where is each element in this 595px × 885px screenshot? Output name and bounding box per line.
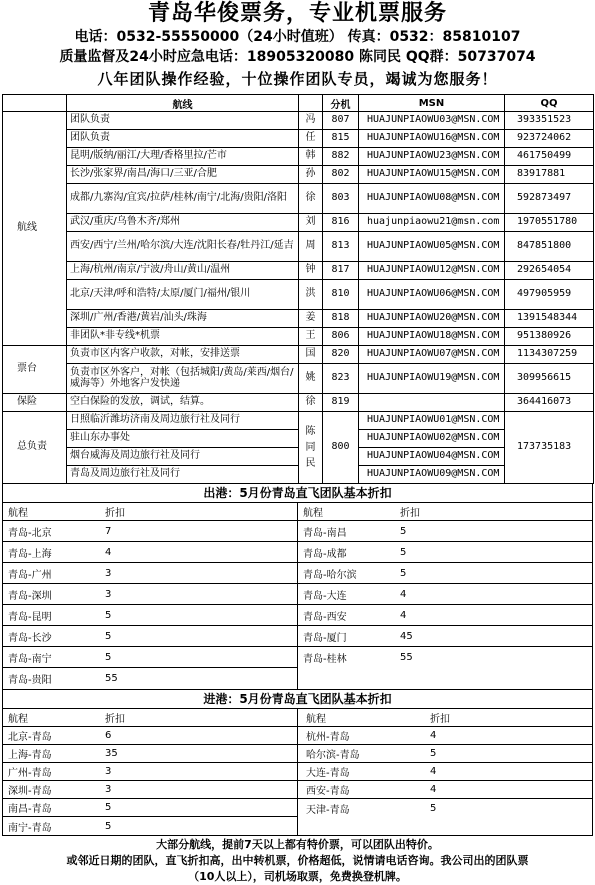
staff-extension: 817 bbox=[323, 262, 359, 280]
fare-route: 青岛-上海 bbox=[8, 548, 52, 560]
manager-extension: 800 bbox=[323, 412, 359, 484]
fare-row bbox=[3, 605, 297, 626]
fare-discount: 3 bbox=[105, 784, 112, 795]
fare-row bbox=[3, 626, 297, 647]
staff-route: 团队负责 bbox=[67, 112, 299, 130]
staff-extension: 816 bbox=[323, 214, 359, 232]
staff-name: 洪 bbox=[299, 280, 323, 310]
outbound-right-column bbox=[297, 503, 592, 689]
fare-route: 北京-青岛 bbox=[8, 732, 52, 743]
staff-name: 王 bbox=[299, 328, 323, 346]
staff-msn: HUAJUNPIAOWU15@MSN.COM bbox=[359, 166, 505, 184]
fare-column-header bbox=[298, 503, 592, 521]
contact-phone-line: 电话：0532-55550000（24小时值班） 传真：0532：85810107 bbox=[74, 29, 521, 45]
staff-qq: 951380926 bbox=[505, 328, 594, 346]
fare-row bbox=[3, 668, 297, 689]
staff-qq: 393351523 bbox=[505, 112, 594, 130]
staff-table-body bbox=[3, 112, 594, 484]
fare-row bbox=[298, 745, 592, 763]
staff-name: 国 bbox=[299, 346, 323, 364]
fare-row bbox=[3, 727, 297, 745]
staff-msn: HUAJUNPIAOWU12@MSN.COM bbox=[359, 262, 505, 280]
staff-extension: 818 bbox=[323, 310, 359, 328]
staff-row bbox=[3, 232, 594, 262]
staff-qq: 1970551780 bbox=[505, 214, 594, 232]
staff-row bbox=[3, 184, 594, 214]
staff-row bbox=[3, 130, 594, 148]
inbound-right-column bbox=[297, 709, 592, 835]
staff-qq: 923724062 bbox=[505, 130, 594, 148]
staff-category: 票台 bbox=[3, 346, 67, 394]
staff-msn: HUAJUNPIAOWU23@MSN.COM bbox=[359, 148, 505, 166]
staff-row bbox=[3, 262, 594, 280]
staff-msn: HUAJUNPIAOWU16@MSN.COM bbox=[359, 130, 505, 148]
staff-route: 上海/杭州/南京/宁波/舟山/黄山/温州 bbox=[67, 262, 299, 280]
staff-qq: 364416073 bbox=[505, 394, 594, 412]
staff-msn: HUAJUNPIAOWU18@MSN.COM bbox=[359, 328, 505, 346]
staff-route: 北京/天津/呼和浩特/太原/厦门/福州/银川 bbox=[67, 280, 299, 310]
staff-qq: 292654054 bbox=[505, 262, 594, 280]
fare-discount: 3 bbox=[105, 766, 112, 777]
fare-route: 青岛-桂林 bbox=[303, 654, 347, 665]
fare-discount: 5 bbox=[430, 748, 437, 759]
staff-name: 姚 bbox=[299, 364, 323, 394]
fare-discount: 4 bbox=[430, 784, 437, 795]
fare-route: 青岛-长沙 bbox=[8, 632, 52, 644]
manager-route: 日照临沂潍坊济南及周边旅行社及同行 bbox=[67, 412, 299, 430]
fare-route: 大连-青岛 bbox=[306, 768, 350, 779]
header-msn: MSN bbox=[359, 95, 505, 112]
staff-name: 姜 bbox=[299, 310, 323, 328]
manager-msn: HUAJUNPIAOWU02@MSN.COM bbox=[359, 430, 505, 448]
staff-name: 徐 bbox=[299, 394, 323, 412]
staff-route: 非团队*非专线*机票 bbox=[67, 328, 299, 346]
fare-header-route: 航程 bbox=[8, 714, 28, 725]
staff-msn: HUAJUNPIAOWU06@MSN.COM bbox=[359, 280, 505, 310]
fare-row bbox=[298, 781, 592, 799]
staff-extension: 810 bbox=[323, 280, 359, 310]
staff-extension: 815 bbox=[323, 130, 359, 148]
fare-row bbox=[3, 563, 297, 584]
fare-route: 青岛-深圳 bbox=[8, 590, 52, 602]
staff-msn: HUAJUNPIAOWU03@MSN.COM bbox=[359, 112, 505, 130]
fare-route: 深圳-青岛 bbox=[8, 786, 52, 797]
header-qq: QQ bbox=[505, 95, 594, 112]
staff-row bbox=[3, 148, 594, 166]
outbound-fares bbox=[2, 502, 593, 690]
fare-discount: 3 bbox=[105, 567, 112, 579]
fare-row bbox=[3, 763, 297, 781]
manager-qq: 173735183 bbox=[505, 412, 594, 484]
staff-extension: 819 bbox=[323, 394, 359, 412]
staff-qq: 83917881 bbox=[505, 166, 594, 184]
staff-qq: 592873497 bbox=[505, 184, 594, 214]
staff-extension: 820 bbox=[323, 346, 359, 364]
inbound-fares bbox=[2, 708, 593, 836]
fare-discount: 5 bbox=[430, 802, 437, 814]
fare-route: 青岛-昆明 bbox=[8, 611, 52, 623]
fare-row bbox=[298, 584, 592, 605]
staff-row bbox=[3, 310, 594, 328]
staff-route: 成都/九寨沟/宜宾/拉萨/桂林/南宁/北海/贵阳/洛阳 bbox=[67, 184, 299, 214]
fare-row bbox=[298, 563, 592, 584]
fare-column-header bbox=[298, 709, 592, 727]
emergency-contact-line: 质量监督及24小时应急电话：18905320080 陈同民 QQ群：50737074 bbox=[59, 49, 536, 65]
fare-column-header bbox=[3, 709, 297, 727]
fare-route: 西安-青岛 bbox=[306, 786, 350, 797]
staff-row bbox=[3, 112, 594, 130]
manager-msn: HUAJUNPIAOWU01@MSN.COM bbox=[359, 412, 505, 430]
fare-discount: 7 bbox=[105, 525, 112, 537]
fare-route: 广州-青岛 bbox=[8, 768, 52, 779]
staff-row bbox=[3, 364, 594, 394]
staff-table-header bbox=[3, 95, 594, 112]
header-name bbox=[299, 95, 323, 112]
fare-header-discount: 折扣 bbox=[105, 714, 125, 725]
staff-route: 武汉/重庆/乌鲁木齐/郑州 bbox=[67, 214, 299, 232]
footer-note-2: 或邻近日期的团队，直飞折扣高，出中转机票，价格超低，说情请电话咨询。我公司出的团队票 bbox=[66, 854, 529, 867]
fare-row bbox=[3, 647, 297, 668]
staff-extension: 802 bbox=[323, 166, 359, 184]
fare-discount: 5 bbox=[105, 609, 112, 621]
fare-discount: 4 bbox=[430, 730, 437, 741]
staff-name: 韩 bbox=[299, 148, 323, 166]
staff-row bbox=[3, 280, 594, 310]
staff-extension: 803 bbox=[323, 184, 359, 214]
fare-row bbox=[3, 781, 297, 799]
fare-header-route: 航程 bbox=[8, 508, 28, 519]
fare-route: 青岛-北京 bbox=[8, 527, 52, 539]
fare-row bbox=[298, 542, 592, 563]
staff-msn: HUAJUNPIAOWU20@MSN.COM bbox=[359, 310, 505, 328]
manager-row bbox=[3, 412, 594, 430]
fare-discount: 5 bbox=[400, 567, 407, 579]
outbound-left-column bbox=[3, 503, 297, 689]
staff-msn bbox=[359, 394, 505, 412]
staff-name: 周 bbox=[299, 232, 323, 262]
fare-discount: 6 bbox=[105, 730, 112, 741]
staff-extension: 807 bbox=[323, 112, 359, 130]
fare-discount: 55 bbox=[105, 673, 118, 684]
fare-route: 青岛-大连 bbox=[303, 590, 347, 602]
fare-row bbox=[3, 584, 297, 605]
fare-route: 青岛-南宁 bbox=[8, 653, 52, 665]
fare-row bbox=[3, 542, 297, 563]
staff-table bbox=[2, 94, 594, 484]
fare-discount: 5 bbox=[105, 630, 112, 642]
fare-row bbox=[3, 799, 297, 817]
fare-discount: 5 bbox=[105, 802, 112, 813]
fare-discount: 4 bbox=[400, 609, 407, 621]
header-category bbox=[3, 95, 67, 112]
staff-qq: 497905959 bbox=[505, 280, 594, 310]
staff-qq: 1134307259 bbox=[505, 346, 594, 364]
staff-extension: 806 bbox=[323, 328, 359, 346]
fare-discount: 3 bbox=[105, 588, 112, 600]
staff-row bbox=[3, 328, 594, 346]
fare-row bbox=[298, 521, 592, 542]
staff-row bbox=[3, 166, 594, 184]
footer-note-1: 大部分航线，提前7天以上都有特价票，可以团队出特价。 bbox=[156, 838, 439, 851]
fare-route: 哈尔滨-青岛 bbox=[306, 750, 360, 761]
manager-route: 驻山东办事处 bbox=[67, 430, 299, 448]
manager-route: 青岛及周边旅行社及同行 bbox=[67, 466, 299, 484]
staff-category: 保险 bbox=[3, 394, 67, 412]
staff-name: 冯 bbox=[299, 112, 323, 130]
staff-name: 钟 bbox=[299, 262, 323, 280]
outbound-title: 出港：5月份青岛直飞团队基本折扣 bbox=[2, 484, 593, 502]
header-ext: 分机 bbox=[323, 95, 359, 112]
header-route: 航线 bbox=[67, 95, 299, 112]
fare-discount: 55 bbox=[400, 652, 413, 663]
fare-row bbox=[3, 521, 297, 542]
fare-row bbox=[298, 727, 592, 745]
staff-qq: 1391548344 bbox=[505, 310, 594, 328]
fare-route: 上海-青岛 bbox=[8, 750, 52, 761]
staff-route: 团队负责 bbox=[67, 130, 299, 148]
staff-route: 深圳/广州/香港/黄岩/汕头/珠海 bbox=[67, 310, 299, 328]
staff-route: 空白保险的发放，调试，结算。 bbox=[67, 394, 299, 412]
manager-msn: HUAJUNPIAOWU04@MSN.COM bbox=[359, 448, 505, 466]
staff-route: 昆明/版纳/丽江/大理/香格里拉/芒市 bbox=[67, 148, 299, 166]
fare-row bbox=[298, 763, 592, 781]
staff-row bbox=[3, 214, 594, 232]
fare-discount: 35 bbox=[105, 748, 118, 759]
staff-name: 刘 bbox=[299, 214, 323, 232]
fare-header-discount: 折扣 bbox=[400, 508, 420, 519]
fare-route: 南宁-青岛 bbox=[8, 822, 52, 834]
staff-extension: 813 bbox=[323, 232, 359, 262]
inbound-title: 进港：5月份青岛直飞团队基本折扣 bbox=[2, 690, 593, 708]
inbound-left-column bbox=[3, 709, 297, 835]
fare-discount: 45 bbox=[400, 630, 413, 642]
manager-name: 陈同民 bbox=[299, 412, 323, 484]
staff-qq: 461750499 bbox=[505, 148, 594, 166]
footer-note-3: （10人以上），司机场取票，免费换登机牌。 bbox=[188, 870, 407, 883]
staff-msn: HUAJUNPIAOWU08@MSN.COM bbox=[359, 184, 505, 214]
fare-discount: 5 bbox=[105, 820, 112, 832]
staff-qq: 309956615 bbox=[505, 364, 594, 394]
manager-msn: HUAJUNPIAOWU09@MSN.COM bbox=[359, 466, 505, 484]
staff-extension: 823 bbox=[323, 364, 359, 394]
fare-route: 南昌-青岛 bbox=[8, 804, 52, 815]
fare-route: 青岛-厦门 bbox=[303, 632, 347, 644]
staff-route: 负责市区内客户收款，对帐，安排送票 bbox=[67, 346, 299, 364]
staff-route: 负责市区外客户，对帐（包括城阳/黄岛/莱西/烟台/威海等）外地客户发快递 bbox=[67, 364, 299, 394]
fare-row bbox=[3, 745, 297, 763]
fare-row bbox=[298, 626, 592, 647]
fare-header-route: 航程 bbox=[303, 508, 323, 519]
fare-discount: 5 bbox=[400, 546, 407, 558]
staff-category: 航线 bbox=[3, 112, 67, 346]
staff-msn: HUAJUNPIAOWU19@MSN.COM bbox=[359, 364, 505, 394]
staff-qq: 847851800 bbox=[505, 232, 594, 262]
fare-route: 青岛-广州 bbox=[8, 569, 52, 581]
fare-header-route: 航程 bbox=[306, 714, 326, 725]
fare-discount: 4 bbox=[400, 588, 407, 600]
fare-discount: 4 bbox=[105, 546, 112, 558]
staff-name: 徐 bbox=[299, 184, 323, 214]
staff-msn: HUAJUNPIAOWU05@MSN.COM bbox=[359, 232, 505, 262]
fare-row bbox=[298, 605, 592, 626]
fare-route: 青岛-哈尔滨 bbox=[303, 569, 357, 581]
fare-route: 青岛-西安 bbox=[303, 611, 347, 623]
fare-route: 天津-青岛 bbox=[306, 804, 350, 816]
staff-route: 长沙/张家界/南昌/海口/三亚/合肥 bbox=[67, 166, 299, 184]
fare-row bbox=[3, 817, 297, 835]
page-title: 青岛华俊票务，专业机票服务 bbox=[147, 1, 447, 26]
fare-header-discount: 折扣 bbox=[105, 508, 125, 519]
fare-row bbox=[298, 799, 592, 817]
manager-category: 总负责 bbox=[3, 412, 67, 484]
staff-row bbox=[3, 346, 594, 364]
fare-route: 青岛-南昌 bbox=[303, 527, 347, 539]
fare-header-discount: 折扣 bbox=[430, 714, 450, 725]
staff-name: 孙 bbox=[299, 166, 323, 184]
staff-route: 西安/西宁/兰州/哈尔滨/大连/沈阳长春/牡丹江/延吉 bbox=[67, 232, 299, 262]
staff-extension: 882 bbox=[323, 148, 359, 166]
fare-discount: 4 bbox=[430, 766, 437, 777]
fare-column-header bbox=[3, 503, 297, 521]
slogan: 八年团队操作经验，十位操作团队专员，竭诚为您服务！ bbox=[97, 70, 498, 88]
staff-msn: HUAJUNPIAOWU07@MSN.COM bbox=[359, 346, 505, 364]
staff-name: 任 bbox=[299, 130, 323, 148]
fare-discount: 5 bbox=[400, 525, 407, 537]
fare-route: 青岛-成都 bbox=[303, 548, 347, 560]
manager-route: 烟台威海及周边旅行社及同行 bbox=[67, 448, 299, 466]
fare-route: 杭州-青岛 bbox=[306, 732, 350, 743]
fare-row bbox=[298, 647, 592, 668]
fare-discount: 5 bbox=[105, 651, 112, 663]
fare-route: 青岛-贵阳 bbox=[8, 675, 52, 686]
staff-msn: huajunpiaowu21@msn.com bbox=[359, 214, 505, 232]
staff-row bbox=[3, 394, 594, 412]
